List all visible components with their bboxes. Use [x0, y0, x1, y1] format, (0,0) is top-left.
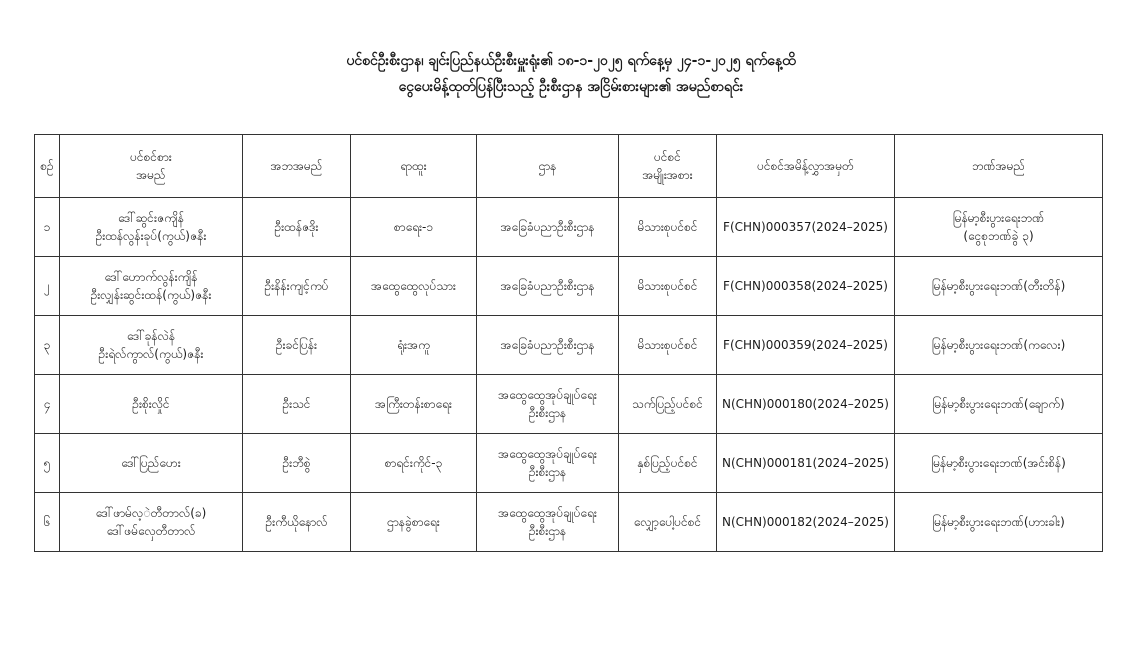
cell-department: အထွေထွေအုပ်ချုပ်ရေး ဦးစီးဌာန	[477, 493, 619, 552]
cell-pension-type: သက်ပြည့်ပင်စင်	[619, 375, 717, 434]
cell-pensioner-name: ဒေါ်ဖာမ်လ့ဲတီတာလ်(ခ) ဒေါ်ဖမ်လှေတီတာလ်	[60, 493, 243, 552]
cell-pension-type: လျှော့ပေါ့ပင်စင်	[619, 493, 717, 552]
cell-order-number: N(CHN)000182(2024–2025)	[717, 493, 895, 552]
cell-position: အကြီးတန်းစာရေး	[351, 375, 477, 434]
cell-father-name: ဦးကီယိုနောလ်	[243, 493, 351, 552]
cell-pensioner-name: ဒေါ်ခုန်လဲန် ဦးရဲလ်ကွာလ်(ကွယ်)ဇနီး	[60, 316, 243, 375]
cell-bank-name: မြန်မာ့စီးပွားရေးဘဏ်(ကလေး)	[895, 316, 1103, 375]
cell-pensioner-name: ဒေါ်ဆွင်းဇကျိန် ဦးထန်လွန်းခုပ်(ကွယ်)ဇနီး	[60, 198, 243, 257]
table-row	[35, 434, 1103, 493]
cell-position: စာရေး-၁	[351, 198, 477, 257]
cell-department: အခြေခံပညာဦးစီးဌာန	[477, 257, 619, 316]
cell-department: အခြေခံပညာဦးစီးဌာန	[477, 198, 619, 257]
cell-father-name: ဦးဘီစွဲ	[243, 434, 351, 493]
cell-pension-type: နှစ်ပြည့်ပင်စင်	[619, 434, 717, 493]
cell-order-number: N(CHN)000180(2024–2025)	[717, 375, 895, 434]
cell-father-name: ဦးသင်	[243, 375, 351, 434]
cell-bank-name: မြန်မာ့စီးပွားရေးဘဏ်(ချောက်)	[895, 375, 1103, 434]
cell-no: ၁	[35, 198, 60, 257]
cell-pension-type: မိသားစုပင်စင်	[619, 316, 717, 375]
cell-position: စာရင်းကိုင်-၃	[351, 434, 477, 493]
cell-pensioner-name: ဦးစိုးလှိုင်	[60, 375, 243, 434]
table-row	[35, 257, 1103, 316]
cell-no: ၂	[35, 257, 60, 316]
cell-position: ရုံးအကူ	[351, 316, 477, 375]
cell-no: ၄	[35, 375, 60, 434]
table-row	[35, 375, 1103, 434]
cell-no: ၅	[35, 434, 60, 493]
cell-no: ၃	[35, 316, 60, 375]
header-pensioner-name: ပင်စင်စား အမည်	[60, 135, 243, 198]
cell-pensioner-name: ဒေါ်ဟောက်လွန်းကျိန် ဦးလျှန်းဆွင်းထန်(ကွယ်)ဇနီး	[60, 257, 243, 316]
cell-position: အထွေထွေလုပ်သား	[351, 257, 477, 316]
cell-department: အထွေထွေအုပ်ချုပ်ရေး ဦးစီးဌာန	[477, 434, 619, 493]
cell-order-number: F(CHN)000358(2024–2025)	[717, 257, 895, 316]
cell-pension-type: မိသားစုပင်စင်	[619, 257, 717, 316]
cell-pension-type: မိသားစုပင်စင်	[619, 198, 717, 257]
document-title-line-2: ငွေပေးမိန့်ထုတ်ပြန်ပြီးသည့် ဦးစီးဌာန အငြိမ်းစားများ၏ အမည်စာရင်း	[398, 79, 744, 95]
header-department: ဌာန	[477, 135, 619, 198]
header-bank-name: ဘဏ်အမည်	[895, 135, 1103, 198]
document-title-line-1: ပင်စင်ဦးစီးဌာန၊ ချင်းပြည်နယ်ဦးစီးမှူးရုံး၏ ၁၈-၁-၂၀၂၅ ရက်နေ့မှ ၂၄-၁-၂၀၂၅ ရက်နေ့ထိ	[346, 53, 796, 69]
header-position: ရာထူး	[351, 135, 477, 198]
cell-position: ဌာနခွဲစာရေး	[351, 493, 477, 552]
cell-order-number: F(CHN)000359(2024–2025)	[717, 316, 895, 375]
cell-department: အထွေထွေအုပ်ချုပ်ရေး ဦးစီးဌာန	[477, 375, 619, 434]
table-header-row	[35, 135, 1103, 198]
cell-bank-name: မြန်မာ့စီးပွားရေးဘဏ်(တီးတိန်)	[895, 257, 1103, 316]
cell-bank-name: မြန်မာ့စီးပွားရေးဘဏ် (ငွေစုဘဏ်ခွဲ ၃)	[895, 198, 1103, 257]
cell-father-name: ဦးထန်ဇဒိုး	[243, 198, 351, 257]
header-pension-type: ပင်စင် အမျိုးအစား	[619, 135, 717, 198]
cell-bank-name: မြန်မာ့စီးပွားရေးဘဏ်(အင်းစိန်)	[895, 434, 1103, 493]
table-row	[35, 493, 1103, 552]
table-row	[35, 198, 1103, 257]
cell-no: ၆	[35, 493, 60, 552]
cell-father-name: ဦးနိန်းကျင့်ကပ်	[243, 257, 351, 316]
cell-father-name: ဦးခင်ပြန်း	[243, 316, 351, 375]
cell-department: အခြေခံပညာဦးစီးဌာန	[477, 316, 619, 375]
header-no: စဉ်	[35, 135, 60, 198]
table-row	[35, 316, 1103, 375]
header-father-name: အဘအမည်	[243, 135, 351, 198]
cell-pensioner-name: ဒေါ်ပြည်ဟေး	[60, 434, 243, 493]
cell-order-number: N(CHN)000181(2024–2025)	[717, 434, 895, 493]
header-order-number: ပင်စင်အမိန့်လွှာအမှတ်	[717, 135, 895, 198]
cell-order-number: F(CHN)000357(2024–2025)	[717, 198, 895, 257]
cell-bank-name: မြန်မာ့စီးပွားရေးဘဏ်(ဟားခါး)	[895, 493, 1103, 552]
pension-table	[34, 134, 1103, 552]
